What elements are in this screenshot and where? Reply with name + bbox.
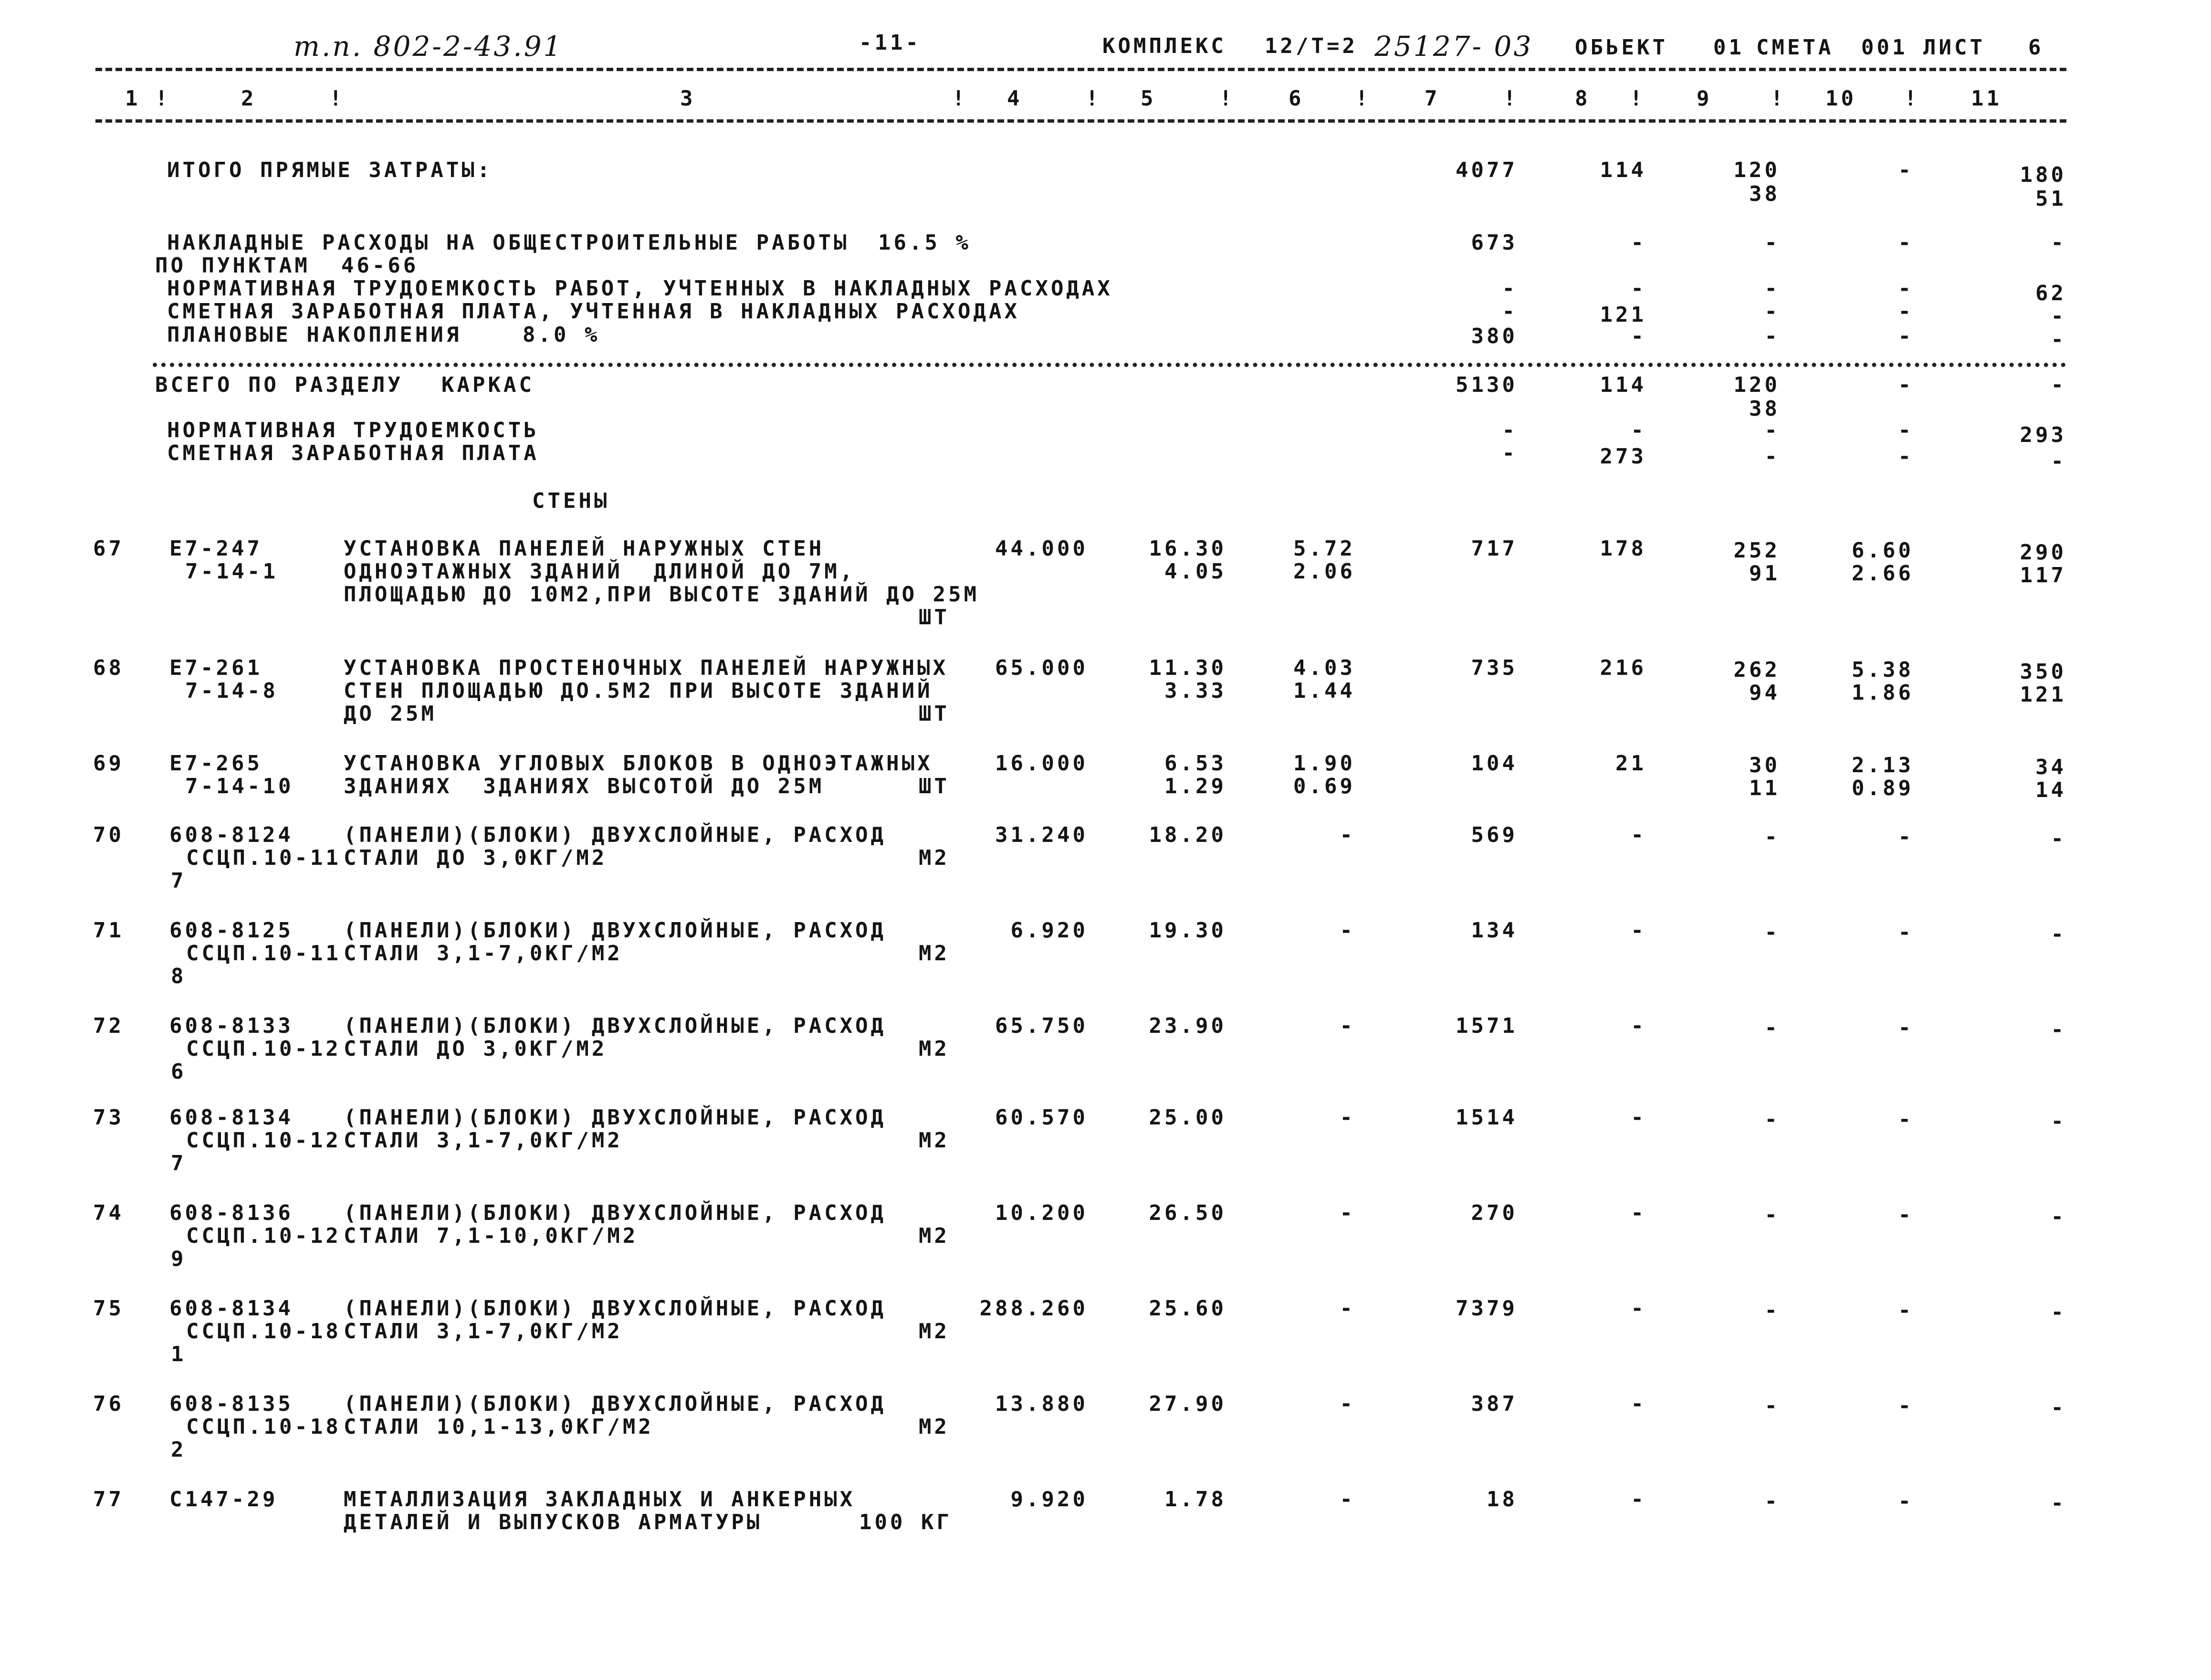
row-code: Е7-265: [169, 751, 262, 776]
row-col10: -: [1898, 1016, 1914, 1040]
row-col6: 4.03: [1293, 656, 1355, 680]
row-unit: ШТ: [919, 774, 950, 798]
row-number: 70: [93, 823, 124, 847]
row-description: (ПАНЕЛИ)(БЛОКИ) ДВУХСЛОЙНЫЕ, РАСХОД: [344, 823, 887, 847]
row-col6: -: [1340, 1487, 1355, 1512]
row-code-2: ССЦП.10-12: [186, 1037, 341, 1061]
overhead-c10: -: [1898, 231, 1914, 255]
row-col5: 1.78: [1164, 1487, 1226, 1512]
row-number: 72: [93, 1014, 124, 1038]
row-col8: -: [1631, 823, 1646, 847]
handwritten-reference: т.п. 802-2-43.91: [293, 30, 563, 63]
row-description: (ПАНЕЛИ)(БЛОКИ) ДВУХСЛОЙНЫЕ, РАСХОД: [344, 1392, 887, 1416]
row-col7: 270: [1471, 1201, 1518, 1225]
row-description: СТАЛИ 7,1-10,0КГ/М2: [344, 1224, 639, 1248]
row-unit: М2: [919, 1319, 950, 1344]
col-sep: !: [1771, 86, 1786, 111]
row-col5: 6.53: [1164, 751, 1226, 776]
row-code: 608-8136: [169, 1201, 293, 1225]
row-col6: -: [1340, 823, 1355, 847]
norm-labor-label: НОРМАТИВНАЯ ТРУДОЕМКОСТЬ: [167, 418, 539, 442]
row-col9: -: [1764, 1016, 1780, 1040]
row-col11-b: 14: [2035, 778, 2066, 802]
row-col5: 26.50: [1149, 1201, 1226, 1225]
row-col8: 178: [1600, 536, 1646, 561]
norm-labor-c10: -: [1898, 418, 1914, 442]
row-unit: М2: [919, 1415, 950, 1439]
direct-c9a: 120: [1733, 158, 1780, 182]
header-rule-bottom: [95, 119, 2066, 123]
row-col8: -: [1631, 918, 1646, 943]
row-col6: 5.72: [1293, 536, 1355, 561]
direct-c11a: 180: [2020, 163, 2066, 187]
row-col10: 6.60: [1852, 538, 1914, 563]
row-col10: -: [1898, 1489, 1914, 1513]
row-code: 608-8133: [169, 1014, 293, 1038]
row-code-2: 7-14-8: [185, 679, 278, 703]
complex-code: 12/Т=2: [1265, 34, 1358, 58]
row-col11: -: [2051, 1205, 2066, 1229]
section-c11: -: [2051, 373, 2066, 397]
labor-norm-line: НОРМАТИВНАЯ ТРУДОЕМКОСТЬ РАБОТ, УЧТЕННЫХ В НАКЛАДНЫХ РАСХОДАХ: [167, 276, 1113, 301]
overhead-line2: ПО ПУНКТАМ 46-66: [155, 253, 419, 278]
section-c8: 114: [1600, 373, 1646, 397]
row-col7: 735: [1471, 656, 1518, 680]
est-wage-c11: -: [2051, 449, 2066, 473]
row-number: 77: [93, 1487, 124, 1512]
row-unit: М2: [919, 1224, 950, 1248]
norm-labor-c8: -: [1631, 418, 1646, 442]
section-c7: 5130: [1456, 373, 1518, 397]
row-col11: -: [2051, 1018, 2066, 1042]
row-col6-b: 0.69: [1293, 774, 1355, 798]
col-num-5: 5: [1141, 86, 1156, 111]
row-unit: М2: [919, 941, 950, 966]
row-col6: -: [1340, 1014, 1355, 1038]
row-description: (ПАНЕЛИ)(БЛОКИ) ДВУХСЛОЙНЫЕ, РАСХОД: [344, 1014, 887, 1038]
row-col8: 216: [1600, 656, 1646, 680]
row-col10: -: [1898, 1394, 1914, 1418]
savings-percent: 8.0 %: [523, 323, 600, 347]
row-col10: -: [1898, 920, 1914, 945]
row-description: СТАЛИ 10,1-13,0КГ/М2: [344, 1415, 654, 1439]
row-description: ДО 25М: [344, 702, 437, 726]
row-col9: -: [1764, 1107, 1780, 1132]
row-col5: 23.90: [1149, 1014, 1226, 1038]
row-description: ПЛОЩАДЬЮ ДО 10М2,ПРИ ВЫСОТЕ ЗДАНИЙ ДО 25М: [344, 582, 980, 607]
sheet-label: ЛИСТ: [1923, 35, 1985, 60]
row-col6: 1.90: [1293, 751, 1355, 776]
row-col4: 13.880: [995, 1392, 1088, 1416]
section-c9a: 120: [1733, 373, 1780, 397]
row-col5: 27.90: [1149, 1392, 1226, 1416]
savings-c7: 380: [1471, 324, 1518, 348]
smeta-label: СМЕТА: [1756, 35, 1834, 60]
row-unit: М2: [919, 1037, 950, 1061]
row-code-2: ССЦП.10-18: [186, 1319, 341, 1344]
col-sep: !: [155, 86, 171, 111]
row-col4: 44.000: [995, 536, 1088, 561]
row-code-3: 6: [171, 1060, 187, 1084]
row-code-3: 2: [171, 1438, 187, 1462]
row-col5: 19.30: [1149, 918, 1226, 943]
row-unit: ШТ: [919, 702, 950, 726]
section-total-label: ВСЕГО ПО РАЗДЕЛУ: [155, 373, 403, 397]
row-col9: 30: [1749, 753, 1780, 777]
col-sep: !: [1503, 86, 1519, 111]
row-code-3: 9: [171, 1247, 187, 1271]
row-col8: 21: [1615, 751, 1646, 776]
row-col10: 5.38: [1852, 658, 1914, 682]
row-col8: -: [1631, 1105, 1646, 1130]
row-col9: -: [1764, 1298, 1780, 1323]
row-code: С147-29: [169, 1487, 278, 1512]
labor-norm-c11: 62: [2035, 281, 2066, 305]
savings-c8: -: [1631, 324, 1646, 348]
row-code-2: 7-14-10: [185, 774, 294, 798]
row-col4: 60.570: [995, 1105, 1088, 1130]
row-code: 608-8124: [169, 823, 293, 847]
row-description: (ПАНЕЛИ)(БЛОКИ) ДВУХСЛОЙНЫЕ, РАСХОД: [344, 1201, 887, 1225]
direct-c11b: 51: [2035, 187, 2066, 211]
col-num-6: 6: [1289, 86, 1304, 111]
est-wage-c9: -: [1764, 444, 1780, 469]
row-col5-b: 4.05: [1164, 559, 1226, 584]
row-col4: 65.750: [995, 1014, 1088, 1038]
row-number: 76: [93, 1392, 124, 1416]
row-code-2: 7-14-1: [185, 559, 278, 584]
row-col4: 288.260: [979, 1296, 1088, 1321]
savings-c11: -: [2051, 327, 2066, 352]
savings-line: ПЛАНОВЫЕ НАКОПЛЕНИЯ: [167, 323, 462, 347]
row-col7: 1571: [1456, 1014, 1518, 1038]
col-num-11: 11: [1971, 86, 2002, 111]
row-col7: 134: [1471, 918, 1518, 943]
direct-c9b: 38: [1749, 182, 1780, 206]
est-wage-c10: -: [1898, 444, 1914, 469]
row-col7: 387: [1471, 1392, 1518, 1416]
row-col10: -: [1898, 1203, 1914, 1227]
row-col10: -: [1898, 1298, 1914, 1323]
object-label: ОБЬЕКТ: [1575, 35, 1668, 60]
direct-c10: -: [1898, 158, 1914, 182]
row-col5-b: 1.29: [1164, 774, 1226, 798]
norm-labor-c9: -: [1764, 418, 1780, 442]
col-sep: !: [952, 86, 968, 111]
row-col4: 31.240: [995, 823, 1088, 847]
col-sep: !: [1219, 86, 1235, 111]
row-col9: -: [1764, 920, 1780, 945]
row-col4: 16.000: [995, 751, 1088, 776]
row-description: СТАЛИ 3,1-7,0КГ/М2: [344, 1319, 623, 1344]
row-col6: -: [1340, 918, 1355, 943]
row-number: 68: [93, 656, 124, 680]
row-col9: 252: [1733, 538, 1780, 563]
row-number: 71: [93, 918, 124, 943]
col-sep: !: [1086, 86, 1101, 111]
direct-costs-label: ИТОГО ПРЯМЫЕ ЗАТРАТЫ:: [167, 158, 493, 182]
row-col9: -: [1764, 825, 1780, 849]
row-col11: -: [2051, 1396, 2066, 1420]
row-col4: 9.920: [1010, 1487, 1088, 1512]
dotted-divider: [153, 363, 2066, 367]
row-col7: 717: [1471, 536, 1518, 561]
row-col4: 65.000: [995, 656, 1088, 680]
page-number: -11-: [859, 31, 921, 55]
row-number: 73: [93, 1105, 124, 1130]
row-col10: -: [1898, 825, 1914, 849]
row-col9: -: [1764, 1394, 1780, 1418]
row-col9-b: 91: [1749, 561, 1780, 586]
row-code: 608-8125: [169, 918, 293, 943]
row-col8: -: [1631, 1487, 1646, 1512]
wage-c9: -: [1764, 299, 1780, 324]
row-code-3: 1: [171, 1342, 187, 1366]
row-number: 74: [93, 1201, 124, 1225]
row-description: СТАЛИ 3,1-7,0КГ/М2: [344, 941, 623, 966]
row-code-2: ССЦП.10-12: [186, 1128, 341, 1153]
row-col5: 16.30: [1149, 536, 1226, 561]
savings-c10: -: [1898, 324, 1914, 348]
row-col8: -: [1631, 1201, 1646, 1225]
row-col6: -: [1340, 1392, 1355, 1416]
row-code-2: ССЦП.10-11: [186, 846, 341, 870]
row-code: 608-8134: [169, 1105, 293, 1130]
row-unit: 100 КГ: [859, 1510, 952, 1534]
row-number: 69: [93, 751, 124, 776]
row-col11-b: 121: [2020, 682, 2066, 707]
row-col11: -: [2051, 827, 2066, 851]
col-num-10: 10: [1825, 86, 1856, 111]
section-c9b: 38: [1749, 397, 1780, 421]
row-col6: -: [1340, 1105, 1355, 1130]
col-sep: !: [1904, 86, 1920, 111]
row-col4: 10.200: [995, 1201, 1088, 1225]
row-description: (ПАНЕЛИ)(БЛОКИ) ДВУХСЛОЙНЫЕ, РАСХОД: [344, 918, 887, 943]
row-col11: -: [2051, 1491, 2066, 1515]
est-wage-label: СМЕТНАЯ ЗАРАБОТНАЯ ПЛАТА: [167, 441, 539, 465]
wage-c7: -: [1502, 299, 1518, 324]
savings-c9: -: [1764, 324, 1780, 348]
norm-labor-c11: 293: [2020, 423, 2066, 447]
row-unit: М2: [919, 1128, 950, 1153]
overhead-c7: 673: [1471, 231, 1518, 255]
col-sep: !: [1630, 86, 1645, 111]
row-col9: -: [1764, 1489, 1780, 1513]
labor-norm-c8: -: [1631, 276, 1646, 301]
col-num-8: 8: [1575, 86, 1591, 111]
col-sep: !: [1355, 86, 1371, 111]
row-description: (ПАНЕЛИ)(БЛОКИ) ДВУХСЛОЙНЫЕ, РАСХОД: [344, 1296, 887, 1321]
est-wage-c7: -: [1502, 441, 1518, 465]
row-description: УСТАНОВКА ПАНЕЛЕЙ НАРУЖНЫХ СТЕН: [344, 536, 825, 561]
row-description: УСТАНОВКА УГЛОВЫХ БЛОКОВ В ОДНОЭТАЖНЫХ: [344, 751, 933, 776]
section-title: СТЕНЫ: [532, 489, 610, 513]
row-col9-b: 11: [1749, 776, 1780, 800]
direct-c7: 4077: [1456, 158, 1518, 182]
col-sep: !: [329, 86, 345, 111]
row-col11-b: 117: [2020, 563, 2066, 588]
row-description: СТАЛИ ДО 3,0КГ/М2: [344, 1037, 608, 1061]
row-description: ДЕТАЛЕЙ И ВЫПУСКОВ АРМАТУРЫ: [344, 1510, 763, 1534]
row-col5: 25.60: [1149, 1296, 1226, 1321]
row-code: Е7-261: [169, 656, 262, 680]
row-col10-b: 2.66: [1852, 561, 1914, 586]
row-col5: 25.00: [1149, 1105, 1226, 1130]
row-col7: 7379: [1456, 1296, 1518, 1321]
smeta-number: 001: [1861, 35, 1908, 60]
overhead-percent: 16.5 %: [878, 231, 971, 255]
wage-c8: 121: [1600, 303, 1646, 327]
overhead-line1: НАКЛАДНЫЕ РАСХОДЫ НА ОБЩЕСТРОИТЕЛЬНЫЕ РАБОТЫ: [167, 231, 849, 255]
labor-norm-c10: -: [1898, 276, 1914, 301]
row-code-3: 7: [171, 1151, 187, 1176]
wage-c11: -: [2051, 304, 2066, 328]
row-code: 608-8135: [169, 1392, 293, 1416]
row-code-3: 8: [171, 964, 187, 988]
row-col5: 11.30: [1149, 656, 1226, 680]
header-rule-top: [95, 68, 2066, 71]
row-description: СТАЛИ 3,1-7,0КГ/М2: [344, 1128, 623, 1153]
row-code-2: ССЦП.10-12: [186, 1224, 341, 1248]
row-col8: -: [1631, 1014, 1646, 1038]
row-col9-b: 94: [1749, 681, 1780, 705]
row-unit: ШТ: [919, 605, 950, 630]
row-col11: 290: [2020, 540, 2066, 565]
col-num-9: 9: [1697, 86, 1712, 111]
row-col5: 18.20: [1149, 823, 1226, 847]
row-col11: 34: [2035, 755, 2066, 779]
row-col11: -: [2051, 1109, 2066, 1134]
row-col10: 2.13: [1852, 753, 1914, 777]
complex-label: КОМПЛЕКС: [1102, 34, 1226, 58]
row-code-3: 7: [171, 869, 187, 893]
row-description: ЗДАНИЯХ ЗДАНИЯХ ВЫСОТОЙ ДО 25М: [344, 774, 825, 798]
row-code-2: ССЦП.10-11: [186, 941, 341, 966]
wage-c10: -: [1898, 299, 1914, 324]
section-total-name: КАРКАС: [441, 373, 534, 397]
row-col6-b: 2.06: [1293, 559, 1355, 584]
row-description: СТАЛИ ДО 3,0КГ/М2: [344, 846, 608, 870]
row-code-2: ССЦП.10-18: [186, 1415, 341, 1439]
row-col4: 6.920: [1010, 918, 1088, 943]
row-col9: -: [1764, 1203, 1780, 1227]
col-num-7: 7: [1425, 86, 1440, 111]
row-col10: -: [1898, 1107, 1914, 1132]
labor-norm-c9: -: [1764, 276, 1780, 301]
row-col10-b: 1.86: [1852, 681, 1914, 705]
row-description: МЕТАЛЛИЗАЦИЯ ЗАКЛАДНЫХ И АНКЕРНЫХ: [344, 1487, 856, 1512]
row-description: (ПАНЕЛИ)(БЛОКИ) ДВУХСЛОЙНЫЕ, РАСХОД: [344, 1105, 887, 1130]
row-col9: 262: [1733, 658, 1780, 682]
row-col7: 18: [1487, 1487, 1518, 1512]
norm-labor-c7: -: [1502, 418, 1518, 442]
row-col11: -: [2051, 1300, 2066, 1324]
section-c10: -: [1898, 373, 1914, 397]
wage-line: СМЕТНАЯ ЗАРАБОТНАЯ ПЛАТА, УЧТЕННАЯ В НАКЛАДНЫХ РАСХОДАХ: [167, 299, 1020, 324]
col-num-1: 1: [125, 86, 141, 111]
col-num-3: 3: [680, 86, 696, 111]
row-col10-b: 0.89: [1852, 776, 1914, 800]
row-col5-b: 3.33: [1164, 679, 1226, 703]
object-number: 01: [1713, 35, 1744, 60]
row-unit: М2: [919, 846, 950, 870]
sheet-number: 6: [2028, 35, 2044, 60]
col-num-2: 2: [241, 86, 257, 111]
row-description: УСТАНОВКА ПРОСТЕНОЧНЫХ ПАНЕЛЕЙ НАРУЖНЫХ: [344, 656, 949, 680]
col-num-4: 4: [1007, 86, 1023, 111]
overhead-c9: -: [1764, 231, 1780, 255]
overhead-c8: -: [1631, 231, 1646, 255]
row-col7: 104: [1471, 751, 1518, 776]
row-description: СТЕН ПЛОЩАДЬЮ ДО.5М2 ПРИ ВЫСОТЕ ЗДАНИЙ: [344, 679, 933, 703]
row-col11: -: [2051, 922, 2066, 946]
row-number: 75: [93, 1296, 124, 1321]
row-description: ОДНОЭТАЖНЫХ ЗДАНИЙ ДЛИНОЙ ДО 7М,: [344, 559, 856, 584]
handwritten-number: 25127- 03: [1374, 30, 1533, 63]
direct-c8: 114: [1600, 158, 1646, 182]
row-col6: -: [1340, 1296, 1355, 1321]
est-wage-c8: 273: [1600, 444, 1646, 469]
row-col11: 350: [2020, 660, 2066, 684]
row-number: 67: [93, 536, 124, 561]
row-col8: -: [1631, 1392, 1646, 1416]
labor-norm-c7: -: [1502, 276, 1518, 301]
row-code: Е7-247: [169, 536, 262, 561]
overhead-c11: -: [2051, 231, 2066, 255]
row-col6: -: [1340, 1201, 1355, 1225]
row-col7: 569: [1471, 823, 1518, 847]
row-col6-b: 1.44: [1293, 679, 1355, 703]
row-col8: -: [1631, 1296, 1646, 1321]
row-code: 608-8134: [169, 1296, 293, 1321]
row-col7: 1514: [1456, 1105, 1518, 1130]
